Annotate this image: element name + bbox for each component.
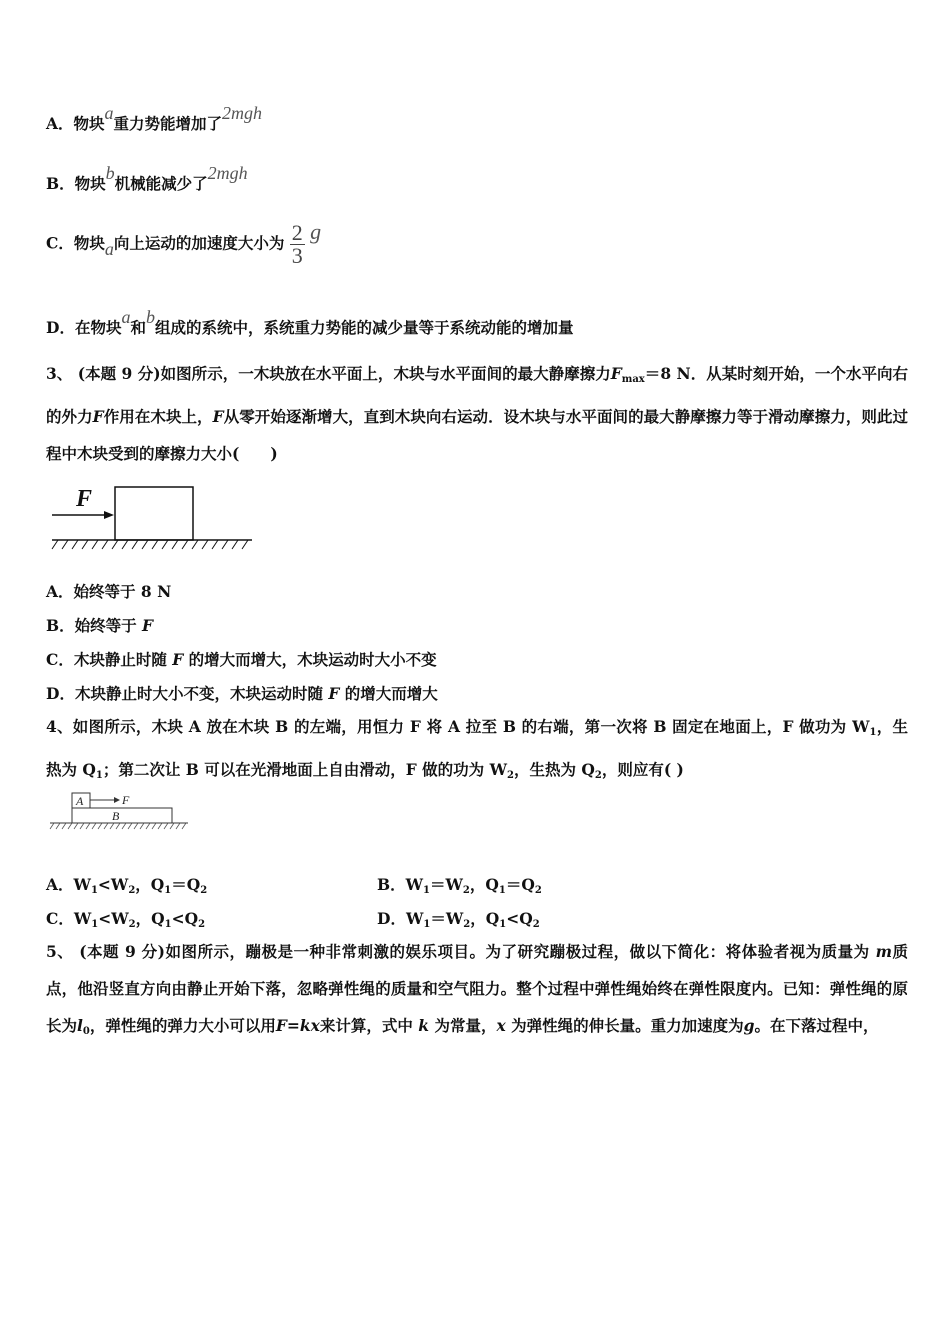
q3-option-c-pre: C．木块静止时随 xyxy=(46,650,167,669)
q5-stem-p2: 质点，他沿竖直方向由静止开始下落，忽略弹性绳的质量和空气阻力。整个过程中弹性绳始终在弹性限度内。已知：弹性绳的原长为 xyxy=(46,942,908,1035)
q4-block-b xyxy=(72,808,172,823)
q4-opt-c-p3: <Q xyxy=(171,909,199,928)
q4-force-label: F xyxy=(122,793,130,807)
q3-option-a-text: A．始终等于 8 N xyxy=(46,582,172,601)
q4-opt-a-s2: 2 xyxy=(128,885,136,896)
fraction-numerator: 2 xyxy=(291,220,303,245)
fraction-denominator: 3 xyxy=(291,243,303,268)
q2-option-d-var2: b xyxy=(145,307,155,327)
q3-ground-hatch xyxy=(52,540,248,549)
q5-mass-symbol: m xyxy=(875,942,892,961)
q5-k-symbol: k xyxy=(418,1016,430,1035)
q3-option-b-f: F xyxy=(142,616,154,635)
q2-option-b-var: b xyxy=(105,163,115,183)
fraction-two-thirds xyxy=(290,222,305,267)
q4-blocks-figure xyxy=(48,790,190,832)
q2-option-a-var: a xyxy=(104,103,114,123)
q3-option-c-post: 的增大而增大，木块运动时大小不变 xyxy=(188,650,437,669)
q5-stem-p5: 为常量， xyxy=(434,1016,497,1035)
q3-option-c xyxy=(46,648,437,670)
q4-opt-a-s1: 1 xyxy=(90,885,98,896)
q3-wood-block xyxy=(115,487,193,540)
q4-stem-p4: ，生热为 Q xyxy=(513,760,595,779)
q3-stem-p4: 从零开始逐渐增大，直到木块向右运动．设木块与水平面间的最大静摩擦力等于滑动摩擦力，则此过程中木块受到的摩擦力大小( ) xyxy=(46,407,908,463)
q4-opt-c-s3: 1 xyxy=(164,919,172,930)
q4-option-b xyxy=(377,873,542,896)
q5-stem-p1: 5、 (本题 9 分)如图所示，蹦极是一种非常刺激的娱乐项目。为了研究蹦极过程，做以下简化：将体验者视为质量为 xyxy=(46,942,870,961)
q3-option-b-text: B．始终等于 xyxy=(46,616,137,635)
q5-x-symbol: x xyxy=(496,1016,506,1035)
q4-opt-c-s2: 2 xyxy=(128,919,136,930)
q5-stem-p4: 来计算，式中 xyxy=(319,1016,413,1035)
q3-option-c-f: F xyxy=(172,650,184,669)
q4-stem-p1: 4、如图所示，木块 A 放在木块 B 的左端，用恒力 F 将 A 拉至 B 的右端，第一次将 B 固定在地面上，F 做功为 W xyxy=(46,717,870,736)
q2-option-c-prefix: C．物块 xyxy=(46,233,105,253)
q3-block-figure xyxy=(50,482,255,552)
q3-option-d xyxy=(46,682,438,704)
q2-option-d-prefix: D．在物块 xyxy=(46,318,122,337)
q4-w1-subscript: 1 xyxy=(869,727,877,738)
q4-opt-a-p1: <W xyxy=(97,875,129,894)
q4-opt-c-s1: 1 xyxy=(91,919,99,930)
q2-option-d xyxy=(46,307,574,338)
q4-opt-a-p0: A．W xyxy=(46,875,91,894)
q3-option-d-pre: D．木块静止时大小不变，木块运动时随 xyxy=(46,684,323,703)
q4-opt-b-p3: ＝Q xyxy=(505,875,535,894)
q2-option-a-prefix: A．物块 xyxy=(46,114,105,133)
q4-opt-b-s4: 2 xyxy=(534,885,542,896)
q3-stem-p1: 3、 (本题 9 分)如图所示，一木块放在水平面上，木块与水平面间的最大静摩擦力 xyxy=(46,364,611,383)
q3-stem xyxy=(46,355,908,472)
q2-option-c-var: a xyxy=(104,238,114,259)
q4-opt-b-p1: ＝W xyxy=(429,875,463,894)
q4-opt-d-s3: 1 xyxy=(499,919,507,930)
q4-block-b-label: B xyxy=(112,809,120,823)
q4-q1-subscript: 1 xyxy=(95,770,103,781)
q3-stem-p2: ＝8 N．从某时刻开始，一个水平向右的外力 xyxy=(46,364,908,426)
q4-stem-p5: ，则应有( ) xyxy=(601,760,684,779)
q4-opt-a-p2: ，Q xyxy=(135,875,165,894)
q3-option-d-f: F xyxy=(328,684,340,703)
q2-option-b-expr: 2mgh xyxy=(207,163,248,183)
q4-opt-c-p2: ，Q xyxy=(135,909,165,928)
q3-stem-p3: 作用在木块上， xyxy=(103,407,213,426)
q4-option-d xyxy=(377,907,540,930)
q4-opt-d-p3: <Q xyxy=(506,909,533,928)
q4-opt-d-s4: 2 xyxy=(532,919,540,930)
q5-stem-p7: 。在下落过程中， xyxy=(754,1016,879,1035)
q3-figure-force-label: F xyxy=(76,486,93,512)
q2-option-b xyxy=(46,163,248,194)
q4-opt-d-p0: D．W xyxy=(377,909,424,928)
q3-f-symbol-2: F xyxy=(212,407,224,426)
q3-fmax-subscript: max xyxy=(621,374,645,385)
q2-option-d-text: 组成的系统中，系统重力势能的减少量等于系统动能的增加量 xyxy=(154,318,574,337)
q5-stem xyxy=(46,933,908,1050)
q3-f-symbol-1: F xyxy=(92,407,104,426)
q5-length-symbol: l xyxy=(77,1016,83,1035)
q4-opt-b-s3: 1 xyxy=(498,885,506,896)
q4-opt-d-s2: 2 xyxy=(463,919,471,930)
q2-option-c-g: g xyxy=(310,218,322,244)
q3-option-d-post: 的增大而增大 xyxy=(344,684,438,703)
q4-w2-subscript: 2 xyxy=(506,770,514,781)
q4-opt-b-s1: 1 xyxy=(423,885,430,896)
q4-opt-d-p2: ，Q xyxy=(470,909,500,928)
q4-opt-a-s4: 2 xyxy=(200,885,208,896)
q5-stem-p3: ，弹性绳的弹力大小可以用 xyxy=(89,1016,276,1035)
q4-opt-a-p3: ＝Q xyxy=(171,875,201,894)
q4-option-a xyxy=(46,873,207,896)
q4-opt-d-p1: ＝W xyxy=(430,909,464,928)
q2-option-c-text: 向上运动的加速度大小为 xyxy=(113,233,285,253)
q4-stem-p3: ；第二次让 B 可以在光滑地面上自由滑动，F 做的功为 W xyxy=(102,760,507,779)
q4-opt-b-s2: 2 xyxy=(462,885,470,896)
q5-g-symbol: g xyxy=(743,1016,755,1035)
q3-option-a xyxy=(46,580,171,602)
q2-option-b-prefix: B．物块 xyxy=(46,174,106,193)
q4-opt-c-p1: <W xyxy=(98,909,129,928)
q4-q2-subscript: 2 xyxy=(594,770,602,781)
q4-opt-c-s4: 2 xyxy=(198,919,206,930)
q4-opt-b-p2: ，Q xyxy=(469,875,499,894)
q2-option-d-var1: a xyxy=(121,307,131,327)
q2-option-a-expr: 2mgh xyxy=(222,103,263,123)
q4-opt-c-p0: C．W xyxy=(46,909,92,928)
q4-opt-b-p0: B．W xyxy=(377,875,424,894)
q4-opt-a-s3: 1 xyxy=(164,885,172,896)
q2-option-a xyxy=(46,103,263,134)
q4-opt-d-s1: 1 xyxy=(423,919,431,930)
q5-length-subscript: 0 xyxy=(82,1026,90,1037)
q2-option-d-mid: 和 xyxy=(130,318,146,337)
q2-option-c xyxy=(46,218,322,268)
q5-stem-p6: 为弹性绳的伸长量。重力加速度为 xyxy=(511,1016,744,1035)
q5-formula: F=kx xyxy=(275,1016,320,1035)
q4-option-c xyxy=(46,907,205,930)
q3-force-arrow-head xyxy=(104,511,114,519)
q4-stem-p2: ，生热为 Q xyxy=(46,717,908,779)
q4-force-arrow-head xyxy=(114,797,120,803)
q3-option-b xyxy=(46,614,153,636)
q4-stem xyxy=(46,708,908,794)
q3-fmax-symbol: F xyxy=(610,364,622,383)
q4-ground-hatch xyxy=(50,823,186,829)
q2-option-a-text: 重力势能增加了 xyxy=(113,114,223,133)
q4-block-a-label: A xyxy=(76,794,84,808)
q2-option-b-text: 机械能减少了 xyxy=(114,174,208,193)
